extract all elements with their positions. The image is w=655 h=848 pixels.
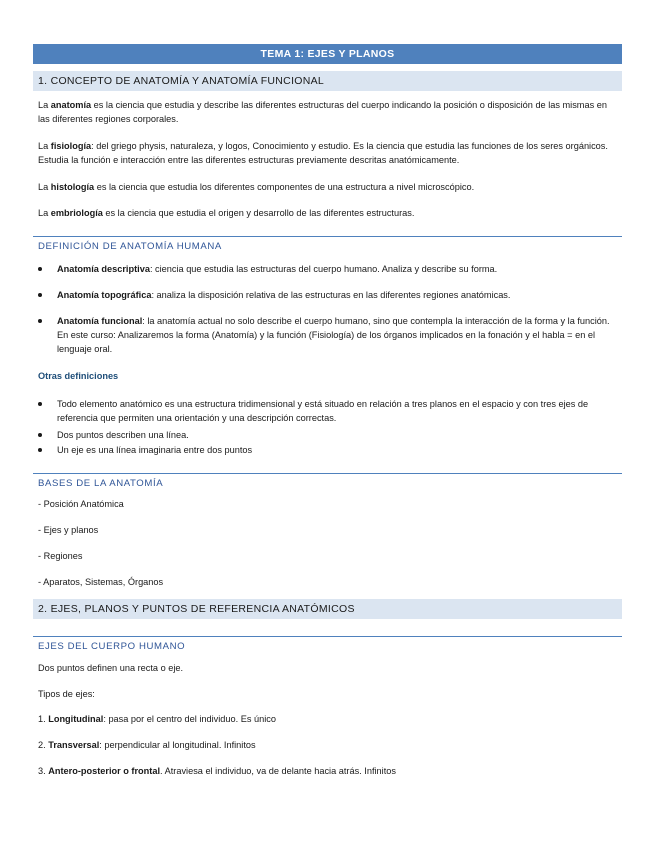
bullet-icon <box>38 267 42 271</box>
subheading-definicion: DEFINICIÓN DE ANATOMÍA HUMANA <box>38 241 222 252</box>
list-item-text: Dos puntos describen una línea. <box>57 430 189 440</box>
paragraph: Tipos de ejes: <box>38 689 95 699</box>
bullet-icon <box>38 319 42 323</box>
subheading-otras-definiciones: Otras definiciones <box>38 371 119 381</box>
text-fragment: : pasa por el centro del individuo. Es único <box>103 714 276 724</box>
text-fragment: : perpendicular al longitudinal. Infinitos <box>99 740 256 750</box>
term: Antero-posterior o frontal <box>48 766 160 776</box>
list-item <box>38 288 620 302</box>
term: Longitudinal <box>48 714 104 724</box>
list-item: - Ejes y planos <box>38 525 99 535</box>
list-item: - Aparatos, Sistemas, Órganos <box>38 577 164 587</box>
list-item <box>38 443 620 457</box>
divider <box>33 636 622 637</box>
text-fragment: es la ciencia que estudia el origen y desarrollo de las diferentes estructuras. <box>102 208 415 218</box>
term-fisiologia: fisiología <box>50 141 92 151</box>
text-fragment: La <box>38 100 51 110</box>
list-item-text <box>57 262 620 276</box>
text-fragment: La <box>38 141 51 151</box>
paragraph-embriologia <box>38 206 620 220</box>
bullet-icon <box>38 433 42 437</box>
section-heading-concepto: 1. CONCEPTO DE ANATOMÍA Y ANATOMÍA FUNCIONAL <box>33 71 622 91</box>
axis-item-transversal <box>38 738 620 752</box>
paragraph: Dos puntos definen una recta o eje. <box>38 663 184 673</box>
list-item <box>38 397 620 425</box>
text-fragment: La <box>38 208 51 218</box>
divider <box>33 236 622 237</box>
term: Anatomía descriptiva <box>57 264 150 274</box>
term: Transversal <box>48 740 100 750</box>
divider <box>33 473 622 474</box>
term-anatomia: anatomía <box>50 100 92 110</box>
list-item-text: Todo elemento anatómico es una estructura tridimensional y está situado en relación a tres planos en el espacio y con tres ejes de referencia que permiten una orientación y una descripción correctas. <box>57 399 589 423</box>
list-item: - Posición Anatómica <box>38 499 124 509</box>
list-item: - Regiones <box>38 551 83 561</box>
list-item <box>38 428 620 442</box>
text-fragment: La <box>38 182 51 192</box>
paragraph-fisiologia <box>38 139 620 167</box>
text-fragment: es la ciencia que estudia los diferentes componentes de una estructura a nivel microscópico. <box>94 182 475 192</box>
bullet-icon <box>38 293 42 297</box>
list-item-text <box>57 314 620 356</box>
subheading-ejes: EJES DEL CUERPO HUMANO <box>38 641 186 652</box>
axis-item-antero-posterior <box>38 764 620 778</box>
term-embriologia: embriología <box>50 208 103 218</box>
text-fragment: es la ciencia que estudia y describe las diferentes estructuras del cuerpo indicando la posición o disposición de las mismas en las diferentes regiones corporales. <box>38 100 607 124</box>
text-fragment: . Atraviesa el individuo, va de delante hacia atrás. Infinitos <box>160 766 396 776</box>
page-title: TEMA 1: EJES Y PLANOS <box>33 44 622 64</box>
term: Anatomía topográfica <box>57 290 152 300</box>
list-item-text: Un eje es una línea imaginaria entre dos puntos <box>57 445 253 455</box>
list-item <box>38 262 620 276</box>
axis-item-longitudinal <box>38 712 620 726</box>
item-number: 3. <box>38 766 49 776</box>
item-number: 2. <box>38 740 49 750</box>
term: Anatomía funcional <box>57 316 143 326</box>
list-item-text <box>57 288 620 302</box>
text-fragment: : del griego physis, naturaleza, y logos, Conocimiento y estudio. Es la ciencia que estudia las funciones de los seres orgánicos. Estudia la función e interacción entre las diferentes estructuras previamente descritas anatómicamente. <box>38 141 608 165</box>
text-fragment: : analiza la disposición relativa de las estructuras en las diferentes regiones anatómicas. <box>151 290 511 300</box>
item-number: 1. <box>38 714 49 724</box>
subheading-bases: BASES DE LA ANATOMÍA <box>38 478 164 489</box>
text-fragment: : la anatomía actual no solo describe el cuerpo humano, sino que contempla la interacción de la forma y la función. En este curso: Analizaremos la forma (Anatomía) y la función (Fisiología) de los órganos implicados en la fonación y el habla = en el lenguaje oral. <box>57 316 610 354</box>
list-item <box>38 314 620 356</box>
bullet-icon <box>38 448 42 452</box>
section-heading-ejes-planos: 2. EJES, PLANOS Y PUNTOS DE REFERENCIA ANATÓMICOS <box>33 599 622 619</box>
bullet-icon <box>38 402 42 406</box>
paragraph-histologia <box>38 180 620 194</box>
term-histologia: histología <box>50 182 95 192</box>
text-fragment: : ciencia que estudia las estructuras del cuerpo humano. Analiza y describe su forma. <box>149 264 498 274</box>
paragraph-anatomia <box>38 98 620 126</box>
